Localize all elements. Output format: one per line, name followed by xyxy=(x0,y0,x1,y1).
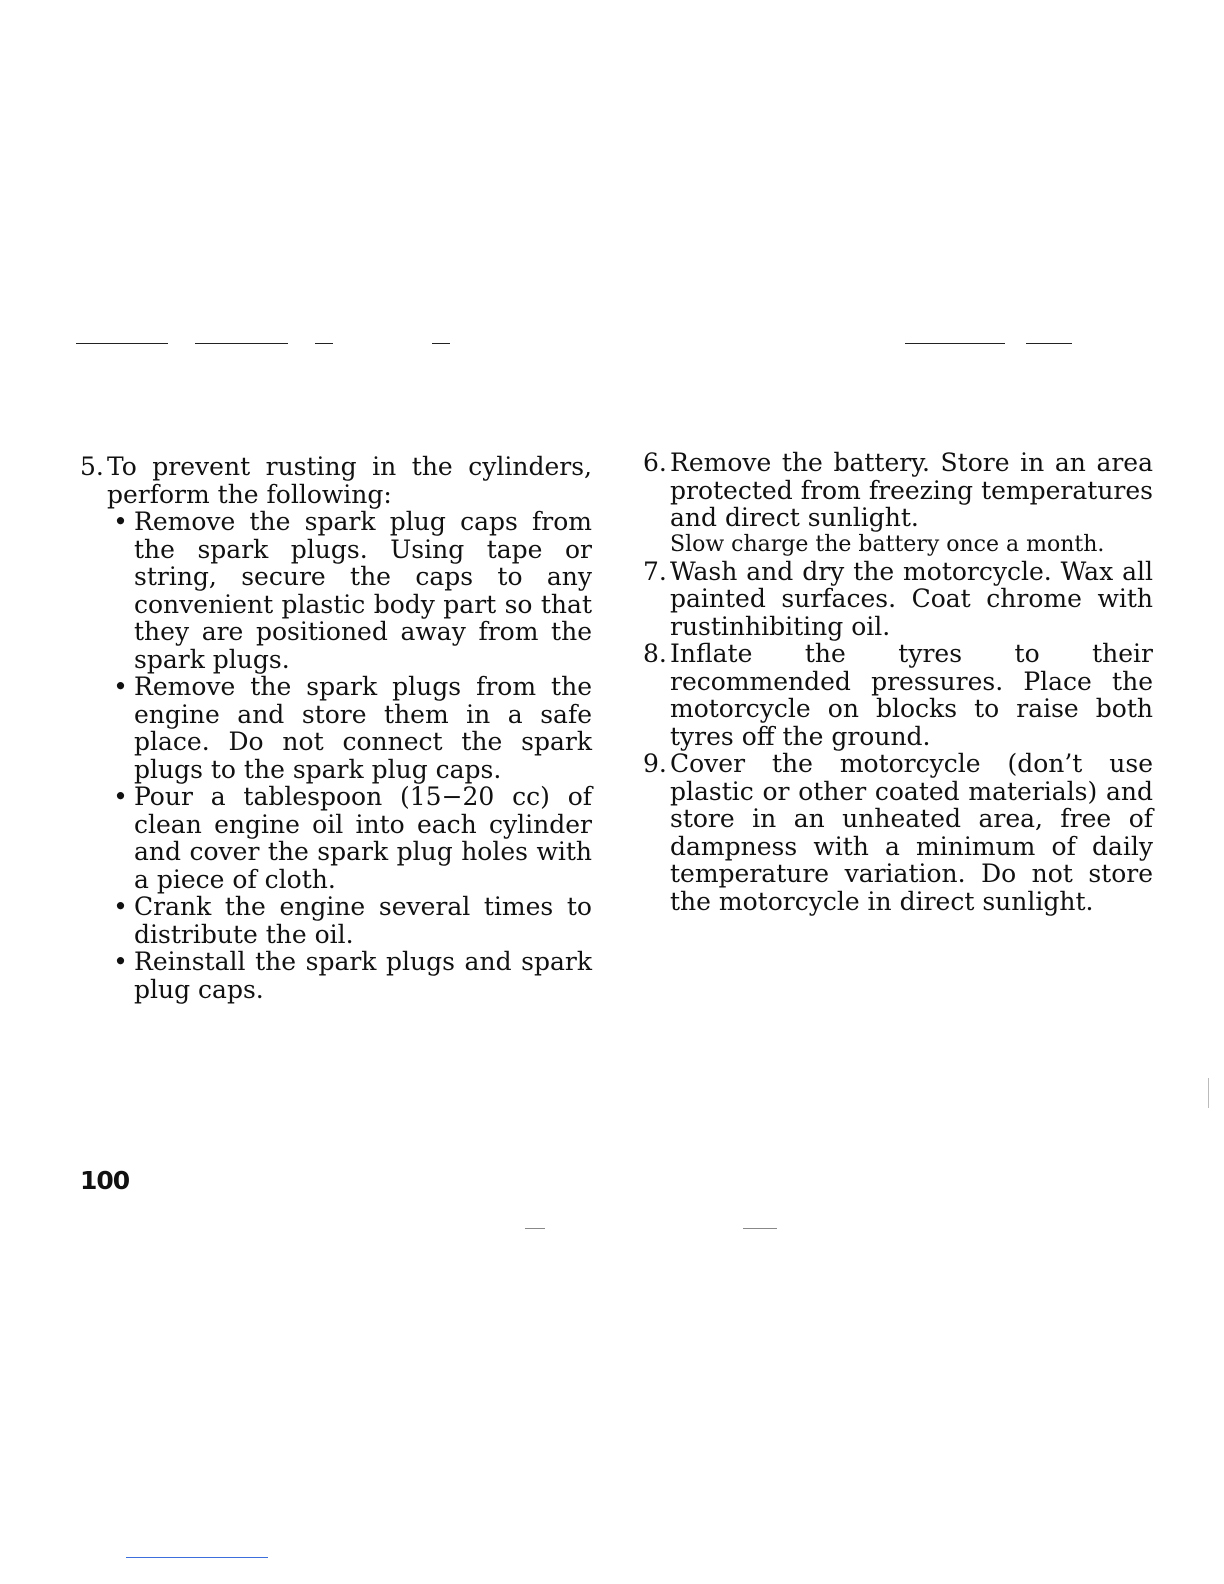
step-text: Cover the motorcycle (don’t use plastic or other coated materials) and store in an unheated area, free of dampness with a minimum of daily temperature variation. Do not store the motorcycle in direct sunlight. xyxy=(670,749,1153,916)
bullet-text: Remove the spark plug caps from the spark plugs. Using tape or string, secure the caps to any convenient plastic body part so that they are positioned away from the spark plugs. xyxy=(134,507,592,674)
step-body xyxy=(670,558,1153,641)
header-rule xyxy=(1026,343,1072,344)
bullet-text: Remove the spark plugs from the engine and store them in a safe place. Do not connect the spark plugs to the spark plug caps. xyxy=(134,672,592,784)
step-number: 6. xyxy=(643,448,667,477)
bullet-dot: • xyxy=(113,782,128,811)
step-9 xyxy=(643,750,1153,915)
header-rule xyxy=(905,343,1005,344)
step-number: 9. xyxy=(643,749,667,778)
bullet-text: Reinstall the spark plugs and spark plug caps. xyxy=(134,947,592,1004)
bullet-text: Crank the engine several times to distribute the oil. xyxy=(134,892,592,949)
header-rule xyxy=(76,343,168,344)
bullet-dot: • xyxy=(113,507,128,536)
step-body xyxy=(670,750,1153,915)
header-rule xyxy=(315,343,333,344)
bottom-edge-line xyxy=(126,1557,268,1558)
step-text: Remove the battery. Store in an area protected from freezing temperatures and direct sunlight. xyxy=(670,448,1153,532)
step-8 xyxy=(643,640,1153,750)
footer-rule xyxy=(743,1228,777,1229)
step-text: Inflate the tyres to their recommended pressures. Place the motorcycle on blocks to raise both tyres off the ground. xyxy=(670,639,1153,751)
step-body xyxy=(670,640,1153,750)
step-6 xyxy=(643,449,1153,558)
bullet-dot: • xyxy=(113,892,128,921)
footer-rule xyxy=(525,1228,545,1229)
step-number: 5. xyxy=(80,452,104,481)
bullet-item xyxy=(107,893,592,948)
step-number: 8. xyxy=(643,639,667,668)
header-rule xyxy=(432,343,450,344)
page-number: 100 xyxy=(80,1166,130,1195)
bullet-dot: • xyxy=(113,947,128,976)
header-rule xyxy=(195,343,288,344)
bullet-item xyxy=(107,783,592,893)
left-column xyxy=(80,453,592,1003)
right-column xyxy=(643,449,1153,915)
step-note: Slow charge the battery once a month. xyxy=(670,531,1105,557)
scan-mark xyxy=(1208,1078,1209,1108)
bullet-dot: • xyxy=(113,672,128,701)
step-5 xyxy=(80,453,592,1003)
bullet-list xyxy=(107,508,592,1003)
step-body xyxy=(670,449,1153,558)
bullet-item xyxy=(107,948,592,1003)
bullet-item xyxy=(107,508,592,673)
bullet-text: Pour a tablespoon (15−20 cc) of clean engine oil into each cylinder and cover the spark plug holes with a piece of cloth. xyxy=(134,782,592,894)
step-body xyxy=(107,453,592,1003)
step-7 xyxy=(643,558,1153,641)
step-text: To prevent rusting in the cylinders, perform the following: xyxy=(107,452,592,509)
step-text: Wash and dry the motorcycle. Wax all painted surfaces. Coat chrome with rustinhibiting oil. xyxy=(670,556,1153,641)
bullet-item xyxy=(107,673,592,783)
step-number: 7. xyxy=(643,556,667,586)
